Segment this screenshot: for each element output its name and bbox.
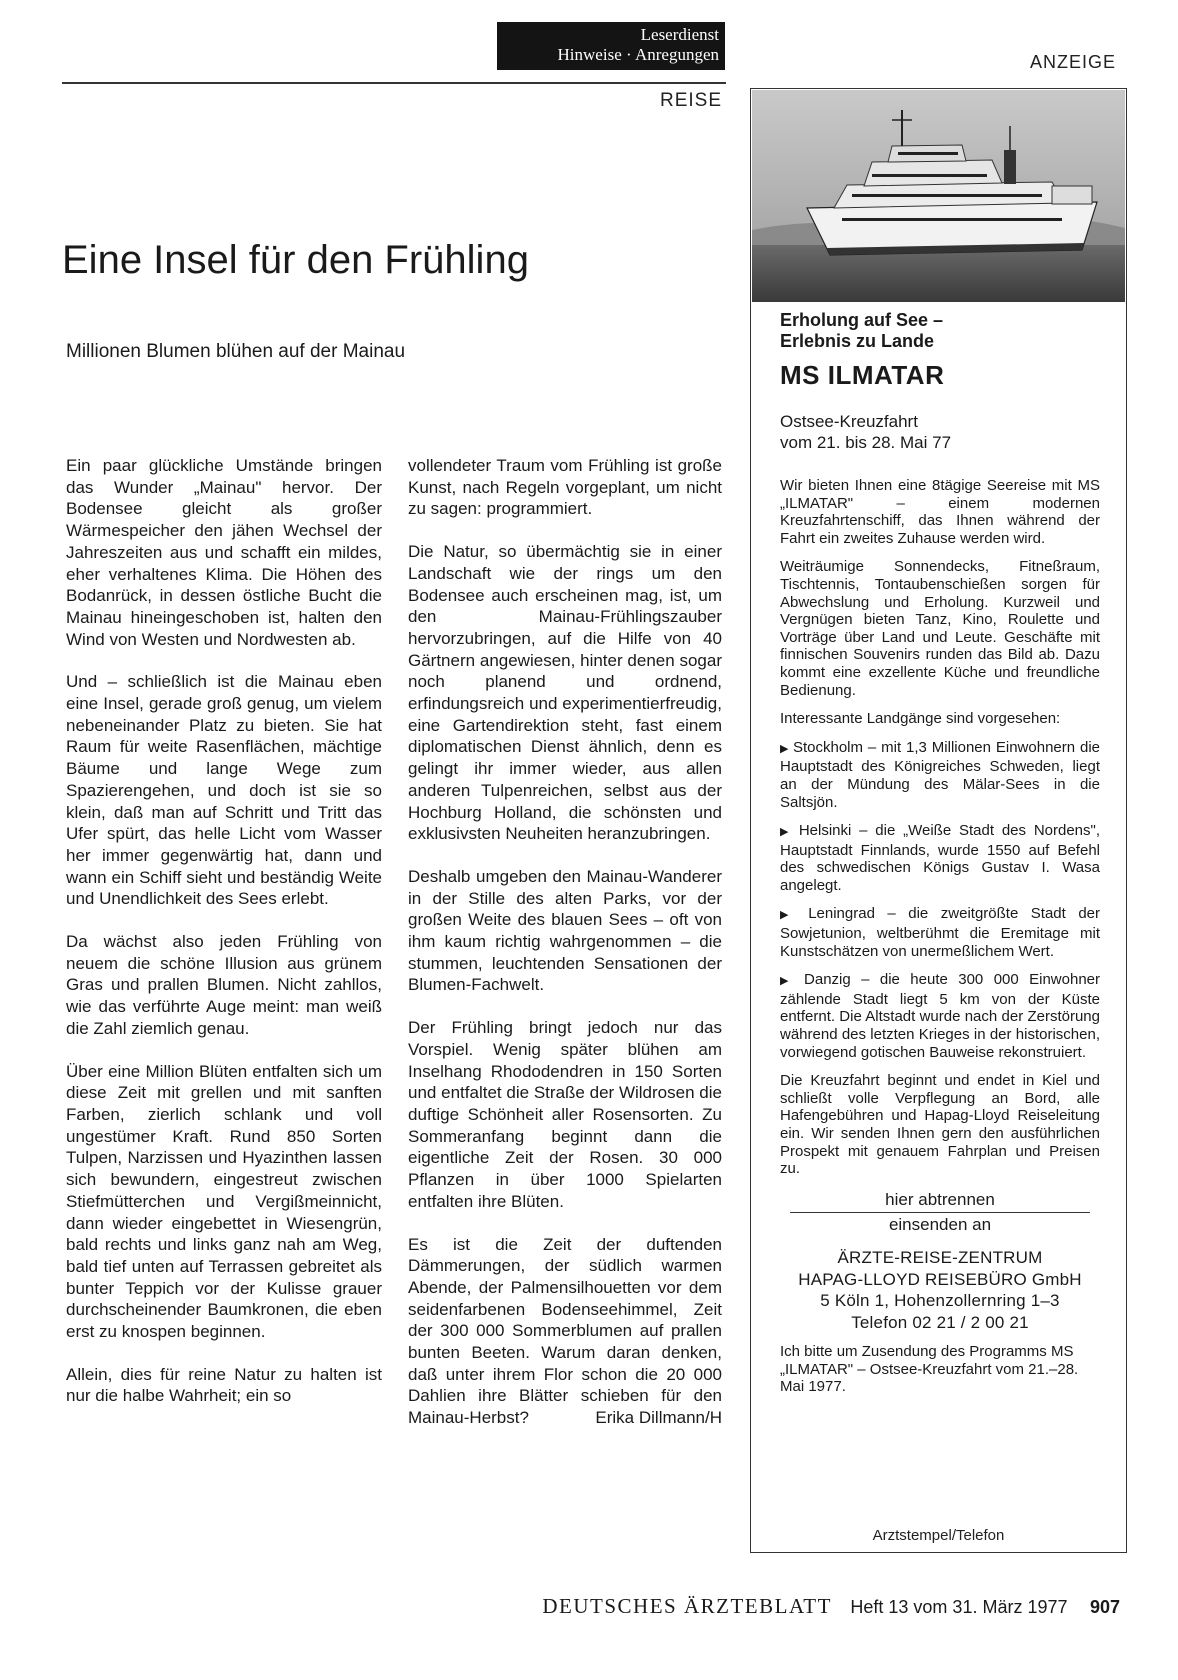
paragraph: Deshalb umgeben den Mainau-Wanderer in der Stille des alten Parks, vor der großen Weite des blauen Sees – oft von ihm kaum richtig wahrgenommen – die stummen, leuchtenden Sensationen der Blumen-Fachwelt. [408, 866, 722, 995]
agency-address [780, 1247, 1100, 1333]
ad-paragraph: Weiträumige Sonnendecks, Fitneßraum, Tischtennis, Tontaubenschießen sorgen für Abwechslung und Erholung. Kurzweil und Vergnügen bieten Tanz, Kino, Roulette und Vorträge über Land und Leute. Geschäfte mit finnischen Souvenirs runden das Bild ab. Dazu kommt eine exzellente Küche und freundliche Bedienung. [780, 558, 1100, 699]
journal-name: DEUTSCHES ÄRZTEBLATT [542, 1594, 832, 1618]
paragraph: Ein paar glückliche Umstände bringen das Wunder „Mainau" hervor. Der Bodensee gleicht als großer Wärmespeicher den jähen Wechsel der Jahreszeiten aus und schafft ein mildes, eher verhaltenes Klima. Die Höhen des Bodanrück, in dessen östliche Bucht die Mainau hineingeschoben ist, halten den Wind von Westen und Nordwesten ab. [66, 456, 382, 649]
article-column-1 [66, 455, 382, 1428]
address-line: HAPAG-LLOYD REISEBÜRO GmbH [798, 1269, 1082, 1289]
cut-rule [790, 1212, 1090, 1214]
paragraph: Die Natur, so übermächtig sie in einer Landschaft wie der rings um den Bodensee auch erscheinen mag, ist, um den Mainau-Frühlingszauber hervorzubringen, auf die Hilfe von 40 Gärtnern angewiesen, hinter denen sogar noch planend und ordnend, erfindungsreich und experimentierfreudig, eine Gartendirektion steht, fast einem diplomatischen Dienst ähnlich, denn es gelingt ihr immer wieder, aus allen anderen Tulpenreichen, selbst aus der Hochburg Holland, die schönsten und exklusivsten Neuheiten heranzubringen. [408, 542, 722, 844]
request-text: Ich bitte um Zusendung des Programms MS „ILMATAR" – Ostsee-Kreuzfahrt vom 21.–28. Mai 1977. [780, 1343, 1079, 1396]
header-rule [62, 82, 726, 84]
issue-info: Heft 13 vom 31. März 1977 [850, 1597, 1068, 1617]
ship-illustration [752, 90, 1125, 302]
stop-leningrad: ▶ Leningrad – die zweitgrößte Stadt der Sowjetunion, weltberühmt die Eremitage mit Kunstschätzen von unermeßlichem Wert. [780, 905, 1100, 960]
ad-paragraph: Wir bieten Ihnen eine 8tägige Seereise mit MS „ILMATAR" – einem modernen Kreuzfahrtenschiff, das Ihnen während der Fahrt ein zweites Zuhause werden wird. [780, 477, 1100, 547]
leserdienst-header-box [497, 22, 725, 70]
address-line: 5 Köln 1, Hohenzollernring 1–3 [820, 1291, 1060, 1311]
cruise-dates: Ostsee-Kreuzfahrt vom 21. bis 28. Mai 77 [780, 412, 952, 452]
ad-headline: Erholung auf See – Erlebnis zu Lande [780, 310, 944, 351]
ship-name: MS ILMATAR [780, 360, 945, 390]
paragraph: Allein, dies für reine Natur zu halten ist nur die halbe Wahrheit; ein so [66, 1364, 382, 1406]
paragraph: Der Frühling bringt jedoch nur das Vorspiel. Wenig später blühen am Inselhang Rhododendren in 150 Sorten und entfaltet die Straße der Wildrosen die duftige Schönheit aller Rosensorten. Zu Sommeranfang beginnt dann die eigentliche Zeit der Rosen. 30 000 Pflanzen in über 1000 Spielarten entfalten ihre Blüten. [408, 1018, 722, 1211]
address-line: Telefon 02 21 / 2 00 21 [851, 1312, 1029, 1332]
stop-stockholm: ▶ Stockholm – mit 1,3 Millionen Einwohnern die Hauptstadt des Königreiches Schweden, liegt an der Mündung des Mälar-Sees in die Saltsjön. [780, 739, 1100, 811]
article-column-2 [408, 455, 722, 1429]
leserdienst-label: Leserdienst [640, 25, 719, 44]
hinweise-label: Hinweise · Anregungen [557, 45, 719, 64]
paragraph: Über eine Million Blüten entfalten sich um diese Zeit mit grellen und mit sanften Farben, zierlich schlank und voll ungestümer Kraft. Rund 850 Sorten Tulpen, Narzissen und Hyazinthen lassen sich bewundern, eingestreut zwischen Stiefmütterchen und Vergißmeinnicht, dann wieder eingebettet in Wiesengrün, bald rechts und links ganz nah am Weg, bald tief unten auf Terrassen gebreitet als bunter Teppich vor der Kulisse grauer durchscheinender Baumkronen, die eben erst zu knospen beginnen. [66, 1061, 382, 1342]
stop-helsinki: ▶ Helsinki – die „Weiße Stadt des Nordens", Hauptstadt Finnlands, wurde 1550 auf Befehl des schwedischen Königs Gustav I. Wasa angelegt. [780, 822, 1100, 894]
paragraph: Und – schließlich ist die Mainau eben eine Insel, gerade groß genug, um vielem nebeneinander Platz zu bieten. Sie hat Raum für weite Rasenflächen, mächtige Bäume und lange Wege zum Spazierengehen, und doch ist sie so klein, daß man auf Schritt und Tritt das Ufer spürt, das helle Licht vom Wasser her immer gegenwärtig hat, dann und wann ein Schiff sieht und beständig Weite und Unendlichkeit des Sees erlebt. [66, 672, 382, 909]
ship-photo [752, 90, 1125, 302]
send-label: einsenden an [888, 1215, 992, 1235]
section-label: REISE [660, 90, 723, 111]
author-byline: Erika Dillmann/H [595, 1408, 722, 1428]
cut-line [780, 1190, 1100, 1236]
ad-paragraph: Interessante Landgänge sind vorgesehen: [780, 710, 1061, 728]
ad-label: ANZEIGE [1030, 52, 1117, 72]
article-title: Eine Insel für den Frühling [62, 238, 529, 282]
address-line: ÄRZTE-REISE-ZENTRUM [837, 1248, 1043, 1268]
advertisement-content [780, 310, 1100, 1396]
paragraph-text: Es ist die Zeit der duftenden Dämmerungen, der südlich warmen Abende, der Palmensilhouetten vor dem seidenfarbenen Bodenseehimmel, Zeit der 300 000 Sommerblumen auf prallen bunten Beeten. Warum daran denken, daß unter ihrem Flor schon die 20 000 Dahlien ihre Blätter schieben für den Mainau-Herbst? [408, 1234, 722, 1428]
page-number: 907 [1089, 1597, 1120, 1617]
paragraph [408, 1234, 722, 1429]
page-footer [0, 1594, 1120, 1619]
paragraph: vollendeter Traum vom Frühling ist große Kunst, nach Regeln vorgeplant, um nicht zu sagen: programmiert. [408, 456, 722, 519]
cut-label: hier abtrennen [885, 1189, 995, 1209]
stop-danzig: ▶ Danzig – die heute 300 000 Einwohner zählende Stadt liegt 5 km von der Küste entfernt. Die Altstadt wurde nach der Zerstörung während des letzten Krieges in der historischen, vorwiegend gotischen Bauweise rekonstruiert. [780, 971, 1100, 1061]
paragraph: Da wächst also jeden Frühling von neuem die schöne Illusion aus grünem Gras und prallen Blumen. Nicht zahllos, wie das verführte Auge meint: man weiß die Zahl ziemlich genau. [66, 932, 382, 1038]
stamp-field-label: Arztstempel/Telefon [872, 1527, 1005, 1544]
article-subtitle: Millionen Blumen blühen auf der Mainau [66, 341, 406, 362]
ad-paragraph: Die Kreuzfahrt beginnt und endet in Kiel und schließt volle Verpflegung an Bord, alle Hafengebühren und Hapag-Lloyd Reiseleitung ein. Wir senden Ihnen gern den ausführlichen Prospekt mit genauem Fahrplan und Preisen zu. [780, 1072, 1100, 1178]
